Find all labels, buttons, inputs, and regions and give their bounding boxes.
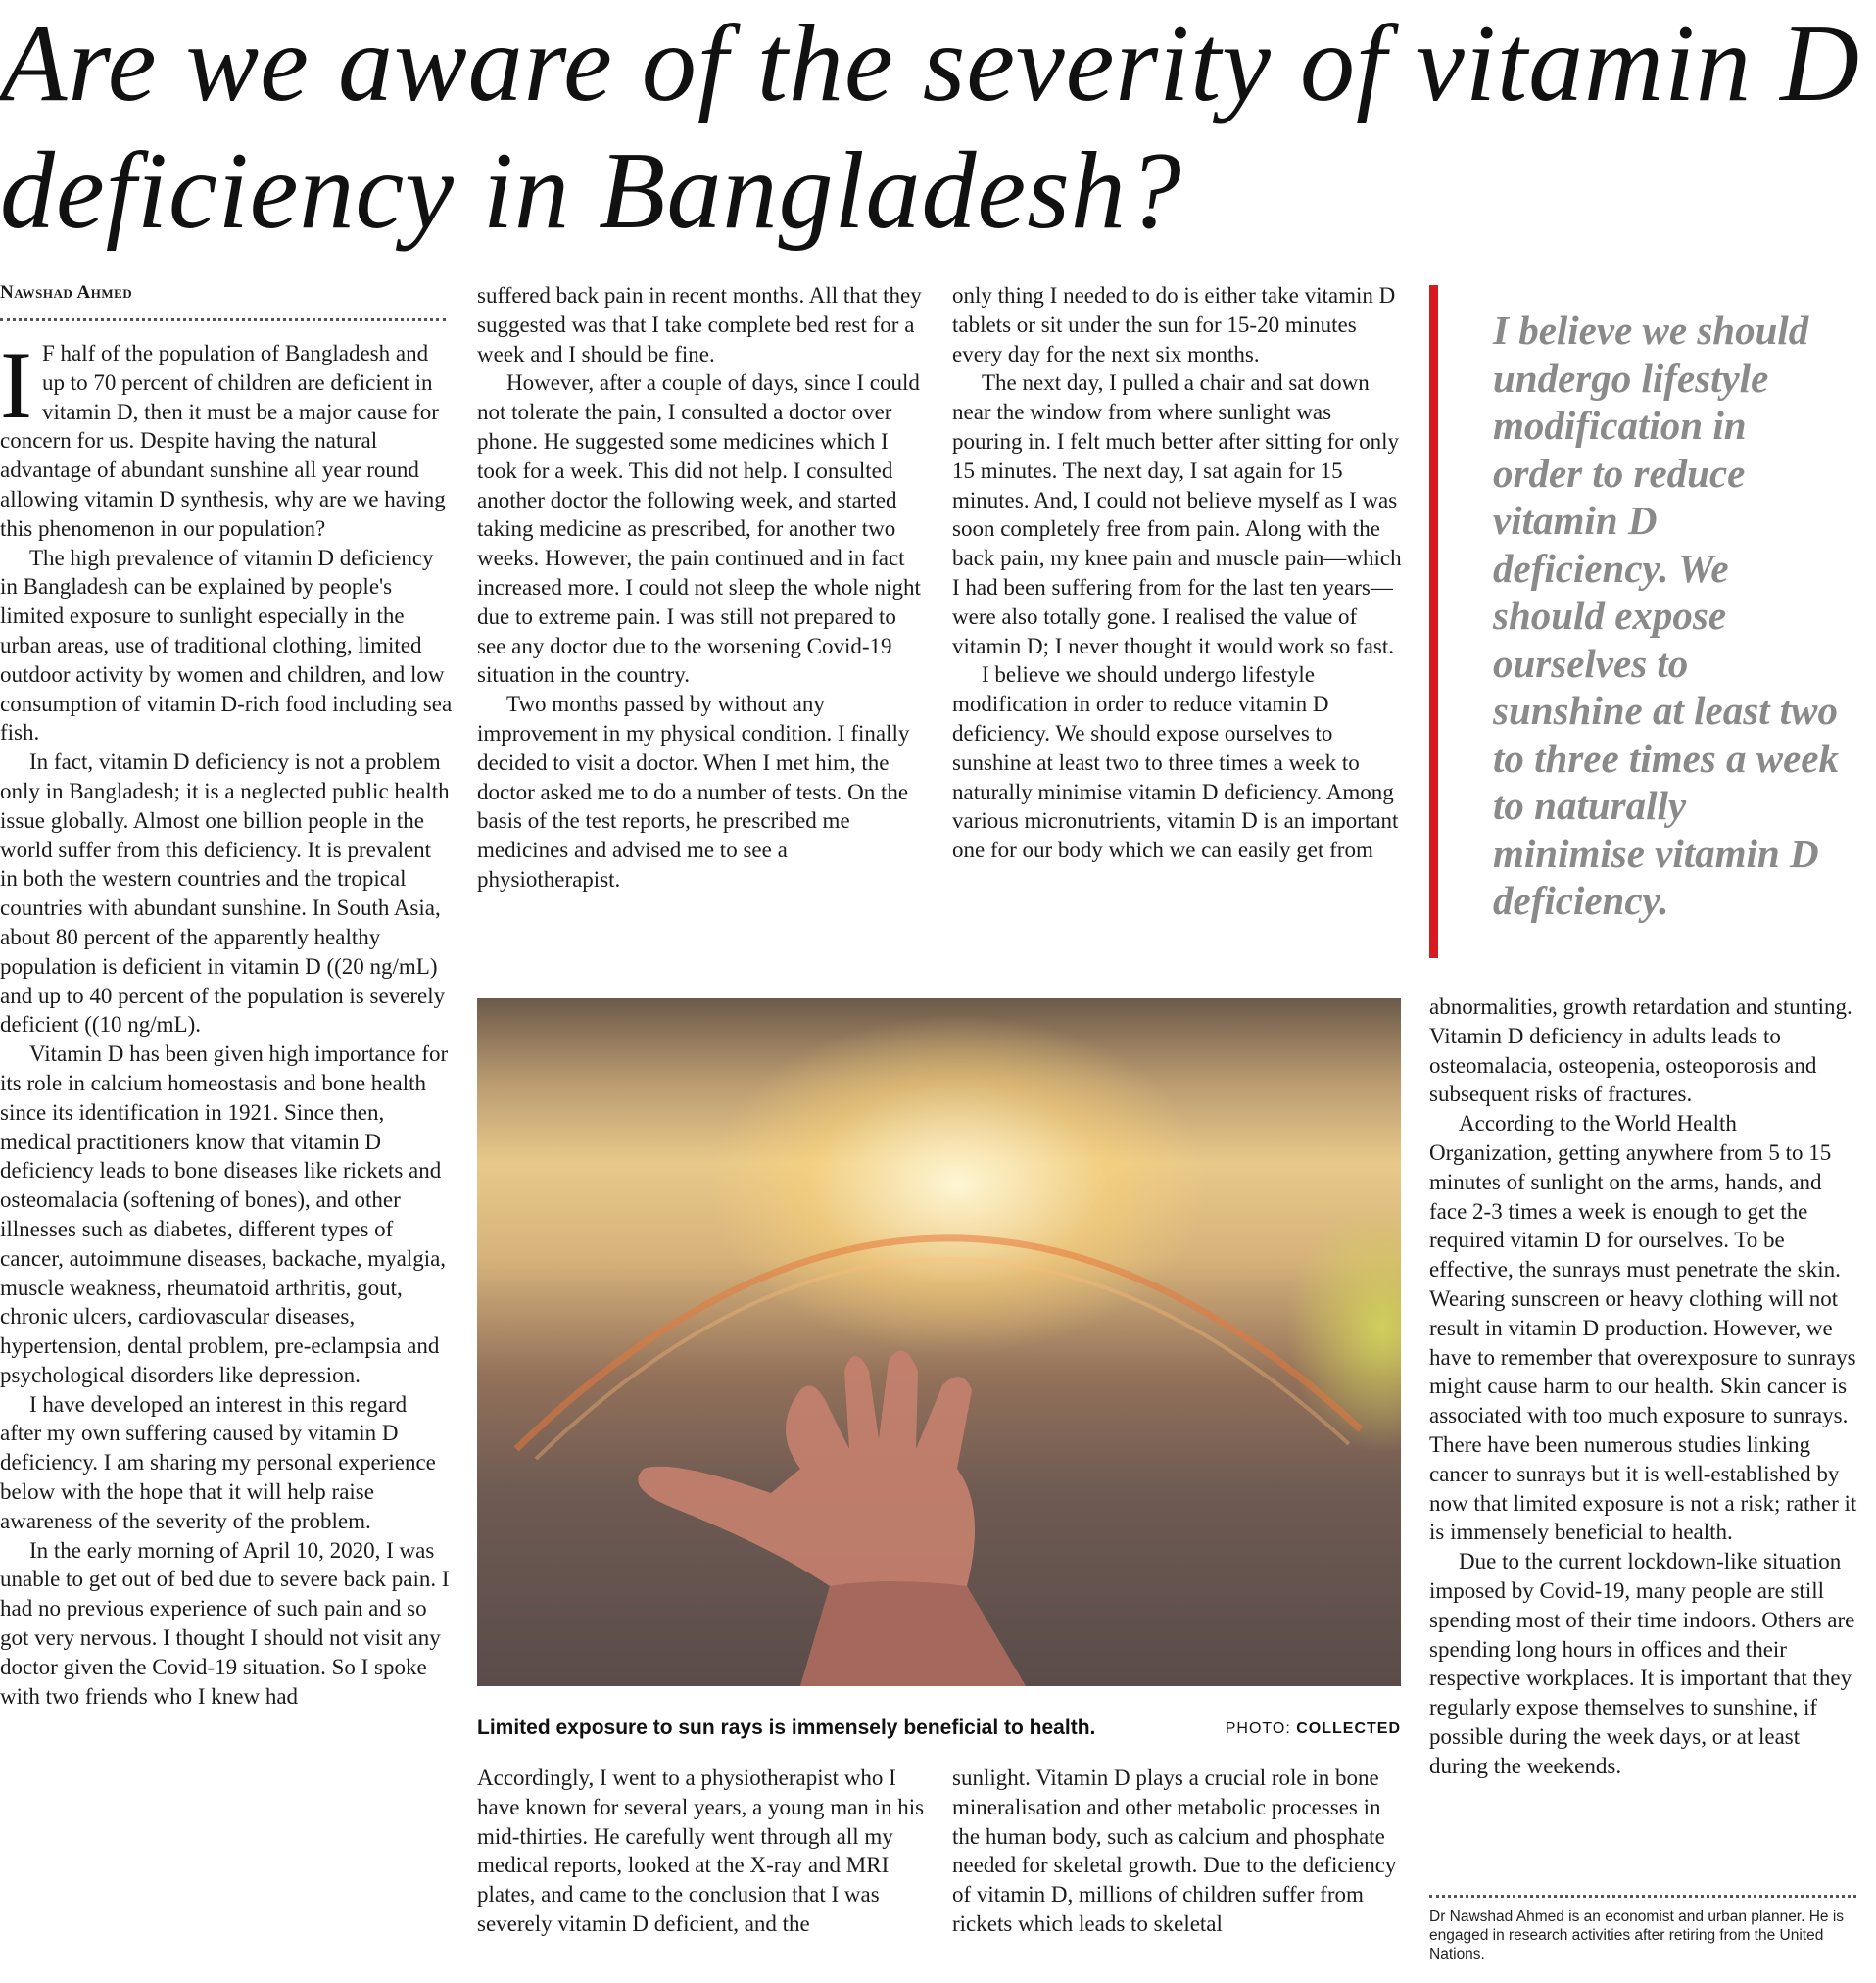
article-column-3-top bbox=[952, 281, 1405, 865]
article-paragraph: Two months passed by without any improvement in my physical condition. I finally decided to visit a doctor. When I met him, the doctor asked me to do a number of tests. On the basis of the test reports, he prescribed me medicines and advised me to see a physiotherapist. bbox=[477, 692, 910, 892]
photo-credit bbox=[1226, 1717, 1401, 1742]
article-paragraph: Accordingly, I went to a physiotherapist who I have known for several years, a young man in his mid-thirties. He carefully went through all my medical reports, looked at the X-ray and MRI plates, and came to the conclusion that I was severely vitamin D deficient, and the bbox=[477, 1765, 925, 1936]
drop-cap: I bbox=[0, 332, 32, 439]
article-paragraph: Due to the current lockdown-like situation imposed by Covid-19, many people are still spending most of their time indoors. Others are spending long hours in offices and their respective workplaces. It is important that they regularly expose themselves to sunshine, if possible during the week days, or at least during the weekends. bbox=[1429, 1549, 1855, 1778]
article-paragraph: The high prevalence of vitamin D deficiency in Bangladesh can be explained by people's limited exposure to sunlight especially in the urban areas, use of traditional clothing, limited outdoor activity by women and children, and low consumption of vitamin D-rich food including sea fish. bbox=[0, 545, 453, 746]
article-paragraph: Vitamin D has been given high importance for its role in calcium homeostasis and bone health since its identification in 1921. Since then, medical practitioners know that vitamin D deficiency leads to bone diseases like rickets and osteomalacia (softening of bones), and other illnesses such as diabetes, different types of cancer, autoimmune diseases, backache, myalgia, muscle weakness, rheumatoid arthritis, gout, chronic ulcers, cardiovascular diseases, hypertension, dental problem, pre-eclampsia and psychological disorders like depression. bbox=[0, 1041, 449, 1387]
article-column-3-bottom bbox=[952, 1764, 1405, 1939]
article-paragraph: only thing I needed to do is either take vitamin D tablets or sit under the sun for 15-20 minutes every day for the next six months. bbox=[952, 283, 1396, 366]
article-paragraph: According to the World Health Organization, getting anywhere from 5 to 15 minutes of sunlight on the arms, hands, and face 2-3 times a week is enough to get the required vitamin D for ourselves. To be effective, the sunrays must penetrate the skin. Wearing sunscreen or heavy clothing will not result in vitamin D production. However, we have to remember that overexposure to sunrays might cause harm to our health. Skin cancer is associated with too much exposure to sunrays. There have been numerous studies linking cancer to sunrays but it is well-established by now that limited exposure is not a risk; rather it is immensely beneficial to health. bbox=[1429, 1111, 1857, 1545]
article-paragraph-text: F half of the population of Bangladesh and up to 70 percent of children are deficient in vitamin D, then it must be a major cause for concern for us. Despite having the natural advantage of abundant sunshine all year round allowing vitamin D synthesis, why are we having this phenomenon in our population? bbox=[0, 341, 446, 541]
article-column-2-top bbox=[477, 281, 930, 895]
photo-credit-source: COLLECTED bbox=[1296, 1720, 1401, 1737]
headline: Are we aware of the severity of vitamin D deficiency in Bangladesh? bbox=[0, 3, 1860, 252]
article-paragraph: In the early morning of April 10, 2020, I was unable to get out of bed due to severe back pain. I had no previous experience of such pain and so got very nervous. I thought I should not visit any doctor given the Covid-19 situation. So I spoke with two friends who I knew had bbox=[0, 1537, 450, 1709]
article-paragraph: I believe we should undergo lifestyle modification in order to reduce vitamin D deficiency. We should expose ourselves to sunshine at least two to three times a week to naturally minimise vitamin D deficiency. Among various micronutrients, vitamin D is an important one for our body which we can easily get from bbox=[952, 662, 1399, 863]
article-paragraph: suffered back pain in recent months. All that they suggested was that I take complete bed rest for a week and I should be fine. bbox=[477, 283, 922, 366]
byline: Nawshad Ahmed bbox=[0, 281, 446, 321]
article-paragraph: I have developed an interest in this regard after my own suffering caused by vitamin D deficiency. I am sharing my personal experience below with the hope that it will help raise awareness of the severity of the problem. bbox=[0, 1391, 436, 1533]
article-photo bbox=[477, 998, 1401, 1686]
article-column-4 bbox=[1429, 992, 1860, 1781]
article-paragraph: The next day, I pulled a chair and sat down near the window from where sunlight was pouring in. I felt much better after sitting for only 15 minutes. The next day, I sat again for 15 minutes. And, I could not believe myself as I was soon completely free from pain. Along with the back pain, my knee pain and muscle pain—which I had been suffering from for the last ten years—were also totally gone. I realised the value of vitamin D; I never thought it would work so fast. bbox=[952, 370, 1402, 658]
article-column-2-bottom bbox=[477, 1764, 930, 1939]
article-paragraph: abnormalities, growth retardation and stunting. Vitamin D deficiency in adults leads to osteomalacia, osteopenia, osteoporosis and subsequent risks of fractures. bbox=[1429, 994, 1852, 1107]
article-column-1 bbox=[0, 281, 453, 1711]
article-paragraph bbox=[0, 332, 453, 544]
photo-caption: Limited exposure to sun rays is immensely beneficial to health. bbox=[477, 1717, 1096, 1739]
pull-quote-text: I believe we should undergo lifestyle modification in order to reduce vitamin D deficiency. We should expose ourselves to sunshine at least two to three times a week to naturally minimise vitamin D deficiency. bbox=[1493, 308, 1840, 923]
author-bio: Dr Nawshad Ahmed is an economist and urban planner. He is engaged in research activities after retiring from the United Nations. bbox=[1429, 1895, 1856, 1963]
hand-in-sunlight-illustration bbox=[477, 998, 1401, 1686]
article-paragraph: In fact, vitamin D deficiency is not a problem only in Bangladesh; it is a neglected public health issue globally. Almost one billion people in the world suffer from this deficiency. It is prevalent in both the western countries and the tropical countries with abundant sunshine. In South Asia, about 80 percent of the apparently healthy population is deficient in vitamin D ((20 ng/mL) and up to 40 percent of the population is severely deficient ((10 ng/mL). bbox=[0, 750, 450, 1038]
photo-caption-row bbox=[477, 1714, 1401, 1743]
photo-credit-label: PHOTO: bbox=[1225, 1720, 1291, 1737]
pull-quote bbox=[1429, 285, 1851, 958]
article-paragraph: However, after a couple of days, since I could not tolerate the pain, I consulted a doctor over phone. He suggested some medicines which I took for a week. This did not help. I consulted another doctor the following week, and started taking medicine as prescribed, for another two weeks. However, the pain continued and in fact increased more. I could not sleep the whole night due to extreme pain. I was still not prepared to see any doctor due to the worsening Covid-19 situation in the country. bbox=[477, 370, 921, 688]
article-paragraph: sunlight. Vitamin D plays a crucial role in bone mineralisation and other metabolic processes in the human body, such as calcium and phosphate needed for skeletal growth. Due to the deficiency of vitamin D, millions of children suffer from rickets which leads to skeletal bbox=[952, 1765, 1397, 1936]
